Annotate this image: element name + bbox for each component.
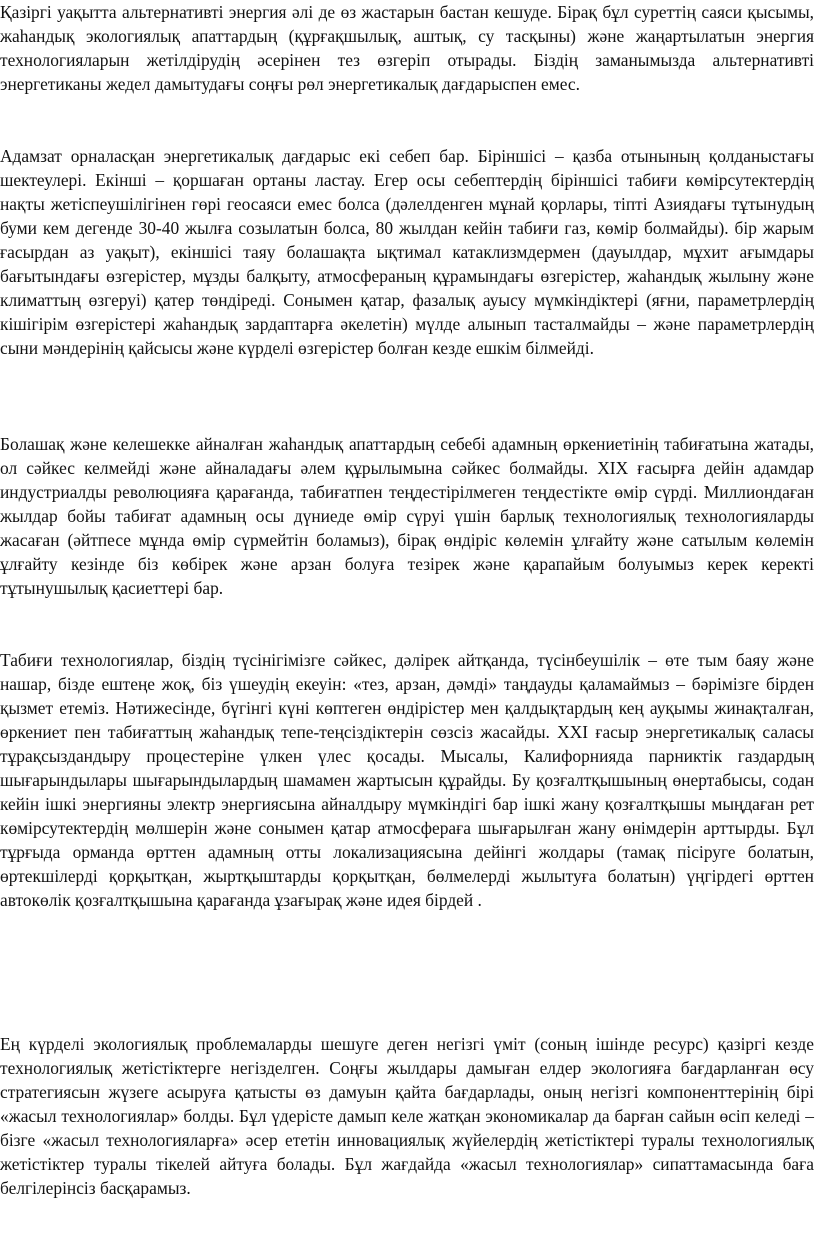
paragraph-4: Табиғи технологиялар, біздің түсінігімізге сәйкес, дәлірек айтқанда, түсінбеушілік – өте тым баяу және нашар, бізде ештеңе жоқ, біз үшеудің екеуін: «тез, арзан, дәмді» таңдауды қаламаймыз – бәрімізге бірден қызмет етеміз. Нәтижесінде, бүгінгі күні көптеген өндірістер мен қалдықтардың кең ауқымы жинақталған, өркениет пен табиғаттың жаһандық тепе-теңсіздіктерін сөзсіз жасайды. XXI ғасыр энергетикалық саласы тұрақсыздандыру процестеріне үлкен үлес қосады. Мысалы, Калифорнияда парниктік газдардың шығарындылары шығарындылардың шамамен жартысын құрайды. Бу қозғалтқышының өнертабысы, содан кейін ішкі энергияны электр энергиясына айналдыру мүмкіндігі бар ішкі жану қозғалтқышы мыңдаған рет көмірсутектердің мөлшерін және сонымен қатар атмосфераға шығарылған жану өнімдерін арттырды. Бұл тұрғыда орманда өрттен адамның отты локализациясына дейінгі жолдары (тамақ пісіруге болатын, өртекшілерді қорқытқан, жыртқыштарды қорқытқан, бөлмелерді жылытуға болатын) үңгірдегі өрттен автокөлік қозғалтқышына қарағанда ұзағырақ және идея бірдей . bbox=[0, 650, 814, 910]
paragraph-3: Болашақ және келешекке айналған жаһандық апаттардың себебі адамның өркениетінің табиғатына жатады, ол сәйкес келмейді және айналадағы әлем құрылымына сәйкес болмайды. XIX ғасырға дейін адамдар индустриалды революцияға қарағанда, табиғатпен теңдестірілмеген теңдестікте өмір сүрді. Миллиондаған жылдар бойы табиғат адамның осы дүниеде өмір сүруі үшін барлық технологиялық технологияларды жасаған (әйтпесе мұнда өмір сүрмейтін боламыз), бірақ өндіріс көлемін ұлғайту және сатылым көлемін ұлғайту кезінде біз көбірек және арзан болуға тезірек және қарапайым болуымыз керек керекті тұтынушылық қасиеттері бар. bbox=[0, 434, 814, 598]
paragraph-2: Адамзат орналасқан энергетикалық дағдарыс екі себеп бар. Біріншісі – қазба отынының қолданыстағы шектеулері. Екінші – қоршаған ортаны ластау. Егер осы себептердің біріншісі табиғи көмірсутектердің нақты жетіспеушілігінен гөрі геосаяси емес болса (дәлелденген мұнай қорлары, тіпті Азиядағы тұтынудың буми кем дегенде 30-40 жылға созылатын болса, 80 жылдан кейін табиғи газ, көмір болмайды). бір жарым ғасырдан аз уақыт), екіншісі таяу болашақта ықтимал катаклизмдермен (дауылдар, мұхит ағымдары бағытындағы өзгерістер, мұзды балқыту, атмосфераның құрамындағы өзгерістер, жаһандық жылыну және климаттың өзгеруі) қатер төндіреді. Сонымен қатар, фазалық ауысу мүмкіндіктері (яғни, параметрлердің кішігірім өзгерістері жаһандық зардаптарға әкелетін) мүлде алынып тасталмайды – және параметрлердің сыни мәндерінің қайсысы және күрделі өзгерістер болған кезде ешкім білмейді. bbox=[0, 146, 814, 358]
paragraph-5: Ең күрделі экологиялық проблемаларды шешуге деген негізгі үміт (соның ішінде ресурс) қазіргі кезде технологиялық жетістіктерге негізделген. Соңғы жылдары дамыған елдер экологияға бағдарланған өсу стратегиясын жүзеге асыруға қатысты өз дамуын қайта бағдарлады, оның негізгі компоненттерінің бірі «жасыл технологиялар» болды. Бұл үдерісте дамып келе жатқан экономикалар да барған сайын өсіп келеді – бізге «жасыл технологияларға» әсер ететін инновациялық жүйелердің жетістіктері туралы технологиялық жетістіктер туралы тікелей айтуға болады. Бұл жағдайда «жасыл технологиялар» сипаттамасында баға белгілерінсіз басқарамыз. bbox=[0, 1034, 814, 1198]
paragraph-1: Қазіргі уақытта альтернативті энергия әлі де өз жастарын бастан кешуде. Бірақ бұл суреттің саяси қысымы, жаһандық экологиялық апаттардың (құрғақшылық, аштық, су тасқыны) және жаңартылатын энергия технологияларын жетілдірудің әсерінен тез өзгеріп отырады. Біздің заманымызда альтернативті энергетиканы жедел дамытудағы соңғы рөл энергетикалық дағдарыспен емес. bbox=[0, 2, 814, 94]
